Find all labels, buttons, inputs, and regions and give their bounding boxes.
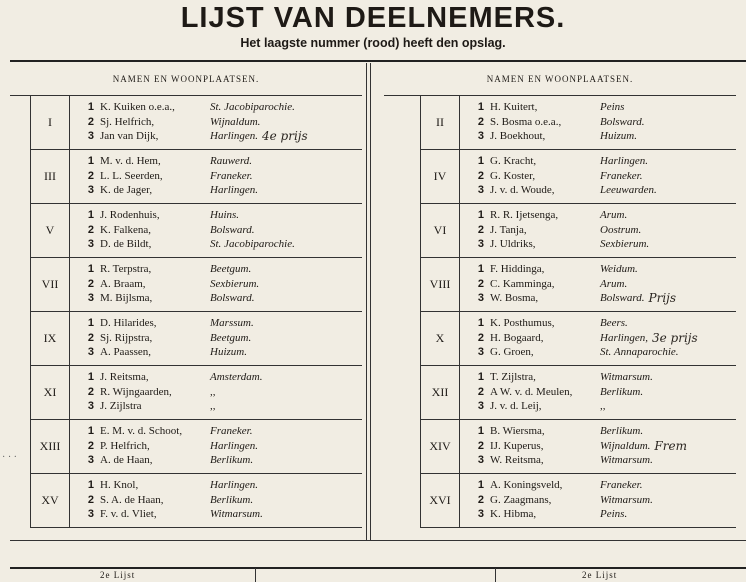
left-group-list xyxy=(10,96,362,528)
group-number: XV xyxy=(31,474,70,527)
participant-number: 1 xyxy=(87,371,94,384)
participant-row xyxy=(468,424,736,439)
group-number: XIII xyxy=(31,420,70,473)
participant-row xyxy=(78,183,362,198)
participant-place: Berlikum. xyxy=(210,493,254,506)
participant-number: 3 xyxy=(87,238,94,251)
left-group-ix xyxy=(30,312,362,366)
participant-row xyxy=(78,399,362,414)
participant-place: Sexbierum. xyxy=(600,238,650,251)
participant-name: G. Kracht, xyxy=(490,155,537,168)
group-entries xyxy=(460,312,736,365)
participant-place: Peins. xyxy=(600,508,628,521)
participant-number: 3 xyxy=(87,130,94,143)
participant-name: A. Paassen, xyxy=(100,346,152,359)
right-panel xyxy=(384,63,736,528)
participant-name: B. Wiersma, xyxy=(490,425,545,438)
left-group-xi xyxy=(30,366,362,420)
participant-place: Witmarsum. xyxy=(210,508,263,521)
participant-row xyxy=(78,262,362,277)
group-entries xyxy=(460,204,736,257)
participant-number: 3 xyxy=(477,400,484,413)
participant-place: ,, xyxy=(600,400,606,413)
group-number: IV xyxy=(421,150,460,203)
participant-place: St. Jacobiparochie. xyxy=(210,101,295,114)
participant-number: 2 xyxy=(87,385,94,398)
participant-row xyxy=(468,439,736,454)
right-group-iv xyxy=(420,150,736,204)
participant-name: H. Kuitert, xyxy=(490,101,538,114)
left-group-xv xyxy=(30,474,362,528)
participant-name: J. Reitsma, xyxy=(100,371,149,384)
participant-name: J. Boekhout, xyxy=(490,130,546,143)
left-panel xyxy=(10,63,362,528)
participant-number: 3 xyxy=(87,400,94,413)
participant-name: Sj. Rijpstra, xyxy=(100,331,153,344)
group-entries xyxy=(70,96,362,149)
participant-row xyxy=(468,237,736,252)
handwritten-note: Prijs xyxy=(648,291,677,306)
participant-row xyxy=(468,208,736,223)
group-number: V xyxy=(31,204,70,257)
participant-row xyxy=(468,345,736,360)
group-entries xyxy=(70,474,362,527)
group-number: VI xyxy=(421,204,460,257)
left-group-vii xyxy=(30,258,362,312)
participant-row xyxy=(468,154,736,169)
participant-name: A. Braam, xyxy=(100,277,146,290)
participant-place: Franeker. xyxy=(210,425,253,438)
participant-row xyxy=(468,183,736,198)
participant-place: Bolsward. xyxy=(600,115,645,128)
group-entries xyxy=(70,258,362,311)
participant-row xyxy=(78,478,362,493)
right-group-list xyxy=(384,96,736,528)
margin-mark: · · · xyxy=(2,452,17,463)
participant-number: 3 xyxy=(477,184,484,197)
participant-number: 3 xyxy=(87,292,94,305)
participant-place: Harlingen. xyxy=(210,184,258,197)
group-entries xyxy=(460,474,736,527)
group-number: II xyxy=(421,96,460,149)
page-subtitle: Het laagste nummer (rood) heeft den opslag. xyxy=(240,36,506,50)
participant-row xyxy=(468,478,736,493)
participant-name: F. Hiddinga, xyxy=(490,263,545,276)
participant-place: Harlingen. xyxy=(210,130,258,143)
left-group-xiii xyxy=(30,420,362,474)
participant-row xyxy=(78,223,362,238)
group-entries xyxy=(70,312,362,365)
participant-name: P. Helfrich, xyxy=(100,439,150,452)
participant-place: Huins. xyxy=(210,209,240,222)
participant-row xyxy=(468,223,736,238)
right-group-vi xyxy=(420,204,736,258)
participant-name: E. M. v. d. Schoot, xyxy=(100,425,183,438)
center-divider xyxy=(366,63,367,540)
group-number: XII xyxy=(421,366,460,419)
participant-number: 3 xyxy=(477,238,484,251)
participant-number: 2 xyxy=(87,223,94,236)
participant-name: D. Hilarides, xyxy=(100,317,157,330)
right-column-header: NAMEN EN WOONPLAATSEN. xyxy=(384,63,736,96)
footer-divider-left xyxy=(255,568,256,582)
participant-number: 2 xyxy=(87,439,94,452)
participant-place: Harlingen, xyxy=(600,331,648,344)
top-rule xyxy=(10,60,746,62)
participant-place: Franeker. xyxy=(600,169,643,182)
participant-place: Huizum. xyxy=(600,130,637,143)
participant-row xyxy=(78,385,362,400)
participant-number: 3 xyxy=(87,184,94,197)
participant-place: Beetgum. xyxy=(210,263,252,276)
participant-number: 2 xyxy=(87,493,94,506)
participant-row xyxy=(78,115,362,130)
participant-number: 1 xyxy=(87,479,94,492)
group-number: X xyxy=(421,312,460,365)
participant-row xyxy=(468,169,736,184)
participant-number: 2 xyxy=(477,385,484,398)
participant-number: 2 xyxy=(87,277,94,290)
participant-name: K. Kuiken o.e.a., xyxy=(100,101,175,114)
participant-place: Arum. xyxy=(600,277,628,290)
participant-place: Berlikum. xyxy=(210,454,254,467)
participant-place: Beers. xyxy=(600,317,628,330)
participant-name: Jan van Dijk, xyxy=(100,130,159,143)
participant-number: 1 xyxy=(477,209,484,222)
participant-row xyxy=(468,316,736,331)
participant-place: Peins xyxy=(600,101,625,114)
group-entries xyxy=(70,420,362,473)
participant-row xyxy=(468,129,736,144)
participant-place: Witmarsum. xyxy=(600,454,653,467)
participant-number: 1 xyxy=(477,425,484,438)
participant-name: C. Kamminga, xyxy=(490,277,555,290)
participant-row xyxy=(78,493,362,508)
participant-row xyxy=(468,277,736,292)
participant-place: Wijnaldum. xyxy=(210,115,261,128)
right-group-ii xyxy=(420,96,736,150)
participant-number: 2 xyxy=(87,169,94,182)
group-number: XI xyxy=(31,366,70,419)
participant-name: H. Bogaard, xyxy=(490,331,544,344)
participant-number: 1 xyxy=(477,155,484,168)
participant-name: J. Uldriks, xyxy=(490,238,536,251)
participant-place: Sexbierum. xyxy=(210,277,260,290)
participant-name: S. Bosma o.e.a., xyxy=(490,115,562,128)
participant-name: T. Zijlstra, xyxy=(490,371,536,384)
participant-place: Rauwerd. xyxy=(210,155,253,168)
participant-name: M. v. d. Hem, xyxy=(100,155,161,168)
participant-row xyxy=(468,262,736,277)
participant-number: 2 xyxy=(477,115,484,128)
group-entries xyxy=(70,150,362,203)
participant-place: Oostrum. xyxy=(600,223,642,236)
participant-row xyxy=(78,316,362,331)
group-number: I xyxy=(31,96,70,149)
participant-row xyxy=(468,399,736,414)
right-group-xii xyxy=(420,366,736,420)
group-entries xyxy=(70,204,362,257)
participant-place: Weidum. xyxy=(600,263,638,276)
participant-name: R. Terpstra, xyxy=(100,263,152,276)
participant-row xyxy=(468,370,736,385)
participant-row xyxy=(468,100,736,115)
left-column-header: NAMEN EN WOONPLAATSEN. xyxy=(10,63,362,96)
participant-number: 2 xyxy=(477,331,484,344)
participant-row xyxy=(468,453,736,468)
participant-name: G. Koster, xyxy=(490,169,536,182)
participant-name: L. L. Seerden, xyxy=(100,169,163,182)
group-entries xyxy=(460,96,736,149)
participant-row xyxy=(78,345,362,360)
group-entries xyxy=(460,420,736,473)
footer-rule xyxy=(10,567,746,569)
participant-place: Huizum. xyxy=(210,346,247,359)
participant-row xyxy=(78,291,362,306)
participant-row xyxy=(468,507,736,522)
participant-number: 2 xyxy=(87,115,94,128)
participant-number: 1 xyxy=(477,371,484,384)
participant-name: A W. v. d. Meulen, xyxy=(490,385,573,398)
participant-name: IJ. Kuperus, xyxy=(490,439,544,452)
participant-row xyxy=(468,385,736,400)
participant-name: Sj. Helfrich, xyxy=(100,115,155,128)
group-entries xyxy=(460,258,736,311)
participant-name: J. Tanja, xyxy=(490,223,527,236)
participant-row xyxy=(78,129,362,144)
participant-number: 3 xyxy=(477,346,484,359)
participant-number: 2 xyxy=(477,169,484,182)
group-entries xyxy=(460,366,736,419)
participant-place: Berlikum. xyxy=(600,425,644,438)
participant-name: W. Reitsma, xyxy=(490,454,544,467)
participant-number: 3 xyxy=(477,292,484,305)
participant-row xyxy=(78,208,362,223)
footer-right-label: 2e Lijst xyxy=(582,570,618,580)
participant-number: 1 xyxy=(477,101,484,114)
participant-row xyxy=(78,424,362,439)
participant-number: 1 xyxy=(87,425,94,438)
left-group-i xyxy=(30,96,362,150)
participant-number: 2 xyxy=(477,277,484,290)
group-number: VIII xyxy=(421,258,460,311)
participant-place: Berlikum. xyxy=(600,385,644,398)
participant-place: Marssum. xyxy=(210,317,254,330)
participant-row xyxy=(78,331,362,346)
participant-place: St. Annaparochie. xyxy=(600,346,679,359)
participant-number: 1 xyxy=(477,263,484,276)
participant-place: Bolsward. xyxy=(600,292,645,305)
participant-name: H. Knol, xyxy=(100,479,139,492)
participant-name: S. A. de Haan, xyxy=(100,493,164,506)
participant-name: A. de Haan, xyxy=(100,454,153,467)
page-title: LIJST VAN DEELNEMERS. xyxy=(180,2,566,34)
participant-place: Amsterdam. xyxy=(210,371,263,384)
right-group-xiv xyxy=(420,420,736,474)
participant-row xyxy=(468,115,736,130)
participant-row xyxy=(468,291,736,306)
group-entries xyxy=(70,366,362,419)
participant-number: 1 xyxy=(87,317,94,330)
participant-name: K. Hibma, xyxy=(490,508,537,521)
participant-name: K. Posthumus, xyxy=(490,317,555,330)
handwritten-note: 4e prijs xyxy=(261,129,308,144)
participant-number: 2 xyxy=(477,223,484,236)
group-number: XIV xyxy=(421,420,460,473)
participant-number: 3 xyxy=(87,346,94,359)
participant-number: 3 xyxy=(477,508,484,521)
participant-name: R. R. Ijetsenga, xyxy=(490,209,559,222)
group-number: IX xyxy=(31,312,70,365)
participant-name: F. v. d. Vliet, xyxy=(100,508,157,521)
participant-row xyxy=(78,154,362,169)
participant-place: Beetgum. xyxy=(210,331,252,344)
participant-name: J. v. d. Woude, xyxy=(490,184,555,197)
participant-number: 1 xyxy=(477,479,484,492)
group-number: XVI xyxy=(421,474,460,527)
participant-row xyxy=(468,493,736,508)
participant-place: St. Jacobiparochie. xyxy=(210,238,295,251)
participant-place: ,, xyxy=(210,400,216,413)
participant-number: 3 xyxy=(477,130,484,143)
participant-name: J. v. d. Leij, xyxy=(490,400,542,413)
participant-number: 3 xyxy=(87,508,94,521)
participant-number: 1 xyxy=(477,317,484,330)
participant-place: ,, xyxy=(210,385,216,398)
participant-name: W. Bosma, xyxy=(490,292,539,305)
participant-place: Harlingen. xyxy=(600,155,648,168)
participant-name: J. Zijlstra xyxy=(100,400,142,413)
participant-row xyxy=(78,237,362,252)
participant-row xyxy=(78,453,362,468)
participant-row xyxy=(78,507,362,522)
handwritten-note: 3e prijs xyxy=(651,330,698,345)
participant-name: A. Koningsveld, xyxy=(490,479,563,492)
participant-place: Bolsward. xyxy=(210,292,255,305)
participant-number: 2 xyxy=(87,331,94,344)
center-divider-inner xyxy=(370,63,371,540)
participant-name: J. Rodenhuis, xyxy=(100,209,160,222)
participant-place: Harlingen. xyxy=(210,479,258,492)
participant-number: 2 xyxy=(477,493,484,506)
left-group-iii xyxy=(30,150,362,204)
participant-name: D. de Bildt, xyxy=(100,238,152,251)
participant-number: 2 xyxy=(477,439,484,452)
handwritten-note: Frem xyxy=(654,438,687,453)
participant-number: 1 xyxy=(87,155,94,168)
participant-name: K. de Jager, xyxy=(100,184,153,197)
participant-place: Witmarsum. xyxy=(600,493,653,506)
participant-number: 1 xyxy=(87,209,94,222)
participant-name: G. Zaagmans, xyxy=(490,493,552,506)
participant-place: Bolsward. xyxy=(210,223,255,236)
participant-place: Harlingen. xyxy=(210,439,258,452)
footer-left-label: 2e Lijst xyxy=(100,570,136,580)
left-group-v xyxy=(30,204,362,258)
participant-place: Wijnaldum. xyxy=(600,439,651,452)
participant-number: 1 xyxy=(87,263,94,276)
bottom-rule xyxy=(10,540,746,541)
group-number: VII xyxy=(31,258,70,311)
participant-row xyxy=(78,439,362,454)
participant-row xyxy=(78,100,362,115)
participant-number: 1 xyxy=(87,101,94,114)
participant-place: Franeker. xyxy=(600,479,643,492)
participant-place: Franeker. xyxy=(210,169,253,182)
group-number: III xyxy=(31,150,70,203)
right-group-viii xyxy=(420,258,736,312)
participant-row xyxy=(78,370,362,385)
participant-name: G. Groen, xyxy=(490,346,534,359)
participant-number: 3 xyxy=(477,454,484,467)
footer-divider-right xyxy=(495,568,496,582)
participant-name: K. Falkena, xyxy=(100,223,152,236)
participant-place: Leeuwarden. xyxy=(600,184,657,197)
right-group-x xyxy=(420,312,736,366)
participant-place: Witmarsum. xyxy=(600,371,653,384)
participant-row xyxy=(78,277,362,292)
group-entries xyxy=(460,150,736,203)
participant-name: M. Bijlsma, xyxy=(100,292,153,305)
participant-number: 3 xyxy=(87,454,94,467)
participant-name: R. Wijngaarden, xyxy=(100,385,172,398)
participant-place: Arum. xyxy=(600,209,628,222)
participant-row xyxy=(468,331,736,346)
participant-row xyxy=(78,169,362,184)
right-group-xvi xyxy=(420,474,736,528)
